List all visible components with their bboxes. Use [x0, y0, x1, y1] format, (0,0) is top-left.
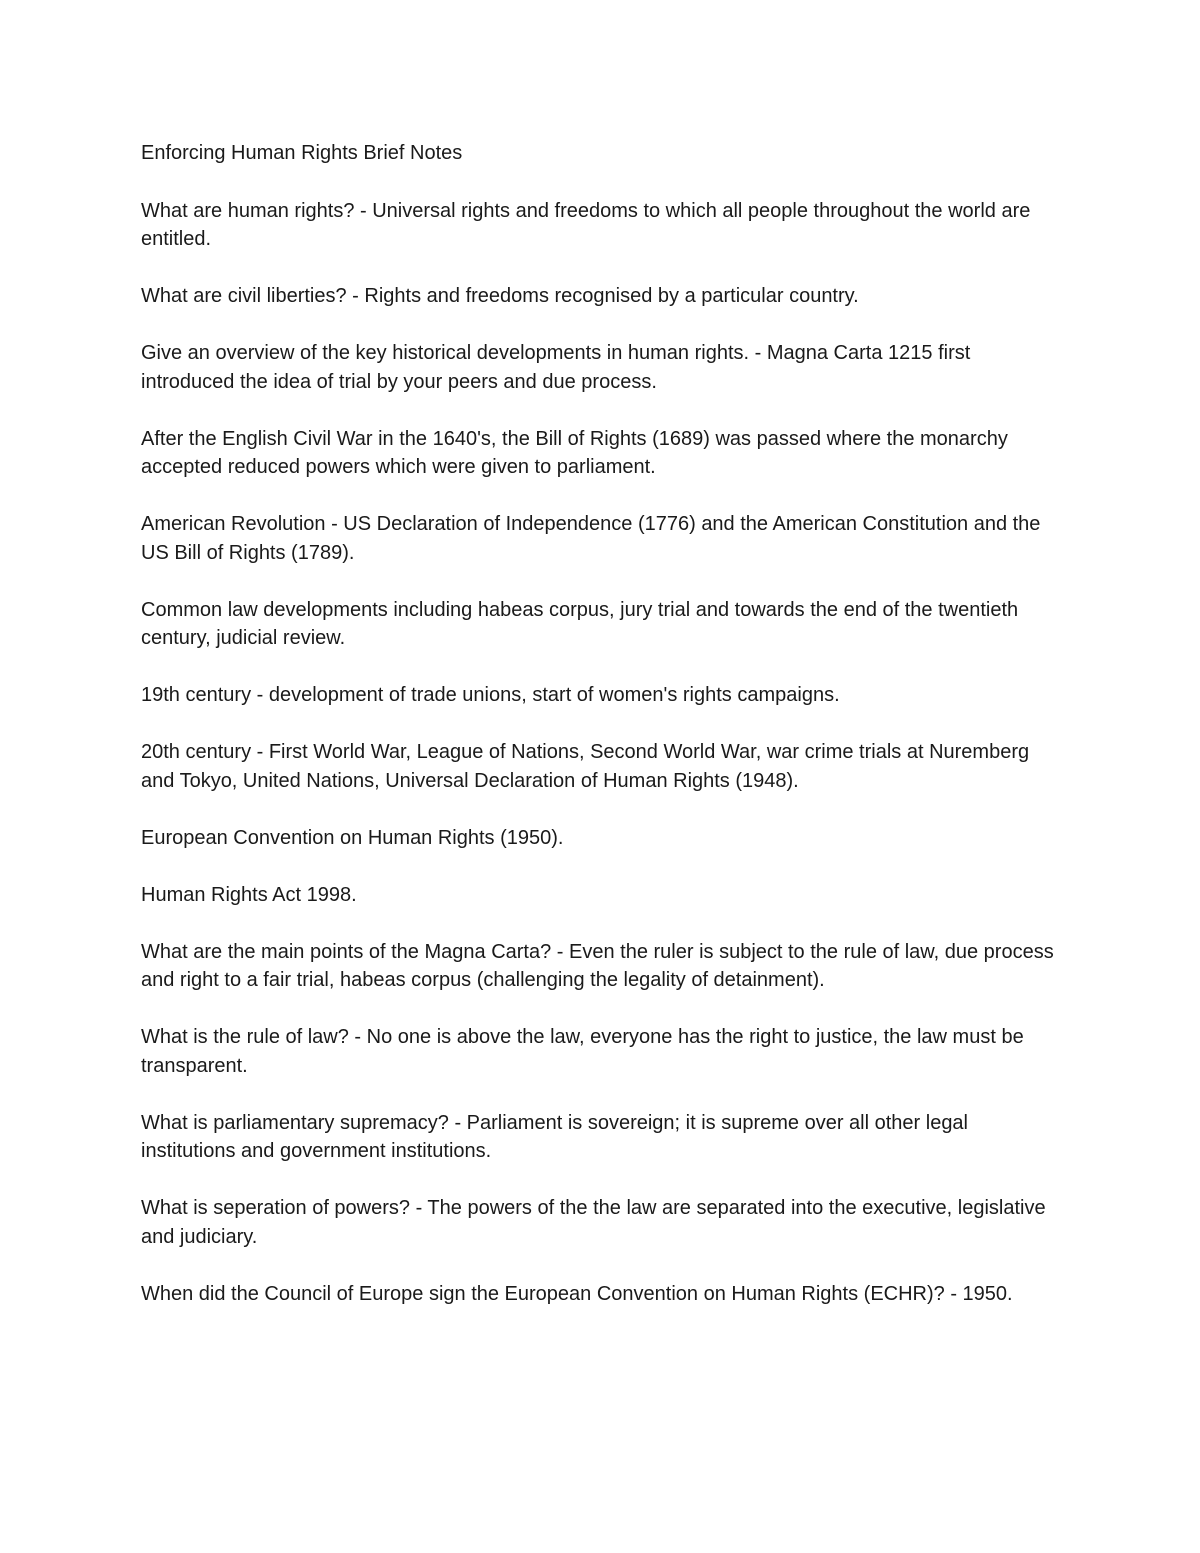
- paragraph-rule-of-law: What is the rule of law? - No one is above the law, everyone has the right to justice, the law must be transparent.: [141, 1026, 1024, 1077]
- paragraph-hra: Human Rights Act 1998.: [141, 883, 357, 906]
- paragraph-human-rights: What are human rights? - Universal rights and freedoms to which all people throughout the world are entitled.: [141, 199, 1031, 250]
- paragraph-historical-overview: Give an overview of the key historical developments in human rights. - Magna Carta 1215 first introduced the idea of trial by your peers and due process.: [141, 342, 971, 393]
- paragraph-magna-carta-points: What are the main points of the Magna Carta? - Even the ruler is subject to the rule of law, due process and right to a fair trial, habeas corpus (challenging the legality of detainment).: [141, 940, 1054, 991]
- paragraph-19th-century: 19th century - development of trade unions, start of women's rights campaigns.: [141, 684, 840, 706]
- paragraph-common-law: Common law developments including habeas corpus, jury trial and towards the end of the twentieth century, judicial review.: [141, 598, 1019, 649]
- paragraph-council-of-europe: When did the Council of Europe sign the European Convention on Human Rights (ECHR)? - 1950.: [141, 1282, 1013, 1305]
- paragraph-20th-century: 20th century - First World War, League of Nations, Second World War, war crime trials at Nuremberg and Tokyo, United Nations, Universal Declaration of Human Rights (1948).: [141, 741, 1030, 792]
- paragraph-parliamentary-supremacy: What is parliamentary supremacy? - Parliament is sovereign; it is supreme over all other legal institutions and government institutions.: [141, 1111, 969, 1162]
- paragraph-english-civil-war: After the English Civil War in the 1640's, the Bill of Rights (1689) was passed where the monarchy accepted reduced powers which were given to parliament.: [141, 427, 1008, 478]
- document-body: [141, 139, 1061, 1337]
- paragraph-american-revolution: American Revolution - US Declaration of Independence (1776) and the American Constitution and the US Bill of Rights (1789).: [141, 513, 1041, 564]
- document-title: Enforcing Human Rights Brief Notes: [141, 142, 463, 164]
- paragraph-echr: European Convention on Human Rights (1950).: [141, 826, 564, 849]
- paragraph-separation-of-powers: What is seperation of powers? - The powers of the the law are separated into the executive, legislative and judiciary.: [141, 1197, 1046, 1248]
- paragraph-civil-liberties: What are civil liberties? - Rights and freedoms recognised by a particular country.: [141, 285, 859, 307]
